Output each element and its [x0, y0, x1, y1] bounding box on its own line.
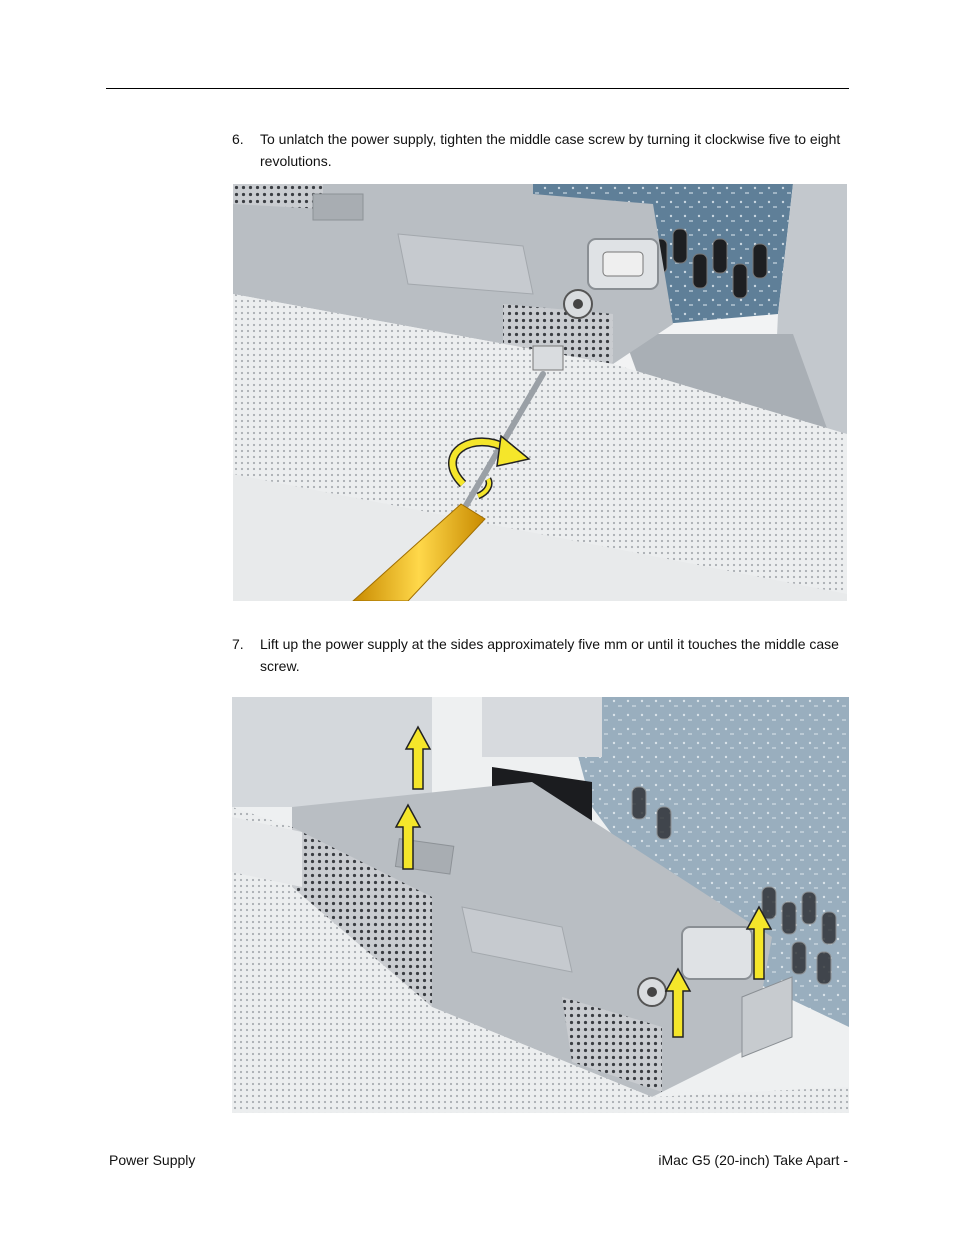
illustration-tighten-screw — [233, 184, 847, 601]
step-text: Lift up the power supply at the sides approximately five mm or until it touches the middle case screw. — [260, 636, 839, 674]
illustration-lift-power-supply-drawing — [232, 697, 849, 1113]
step-6 — [232, 128, 848, 172]
step-7 — [232, 633, 848, 677]
header-rule — [106, 88, 849, 89]
step-number: 6. — [232, 131, 244, 147]
illustration-lift-power-supply — [232, 697, 849, 1113]
footer-document-title: iMac G5 (20-inch) Take Apart - — [658, 1152, 848, 1168]
footer-section-title: Power Supply — [109, 1152, 196, 1168]
step-text: To unlatch the power supply, tighten the middle case screw by turning it clockwise five to eight revolutions. — [260, 131, 841, 169]
illustration-tighten-screw-drawing — [233, 184, 847, 601]
step-number: 7. — [232, 636, 244, 652]
